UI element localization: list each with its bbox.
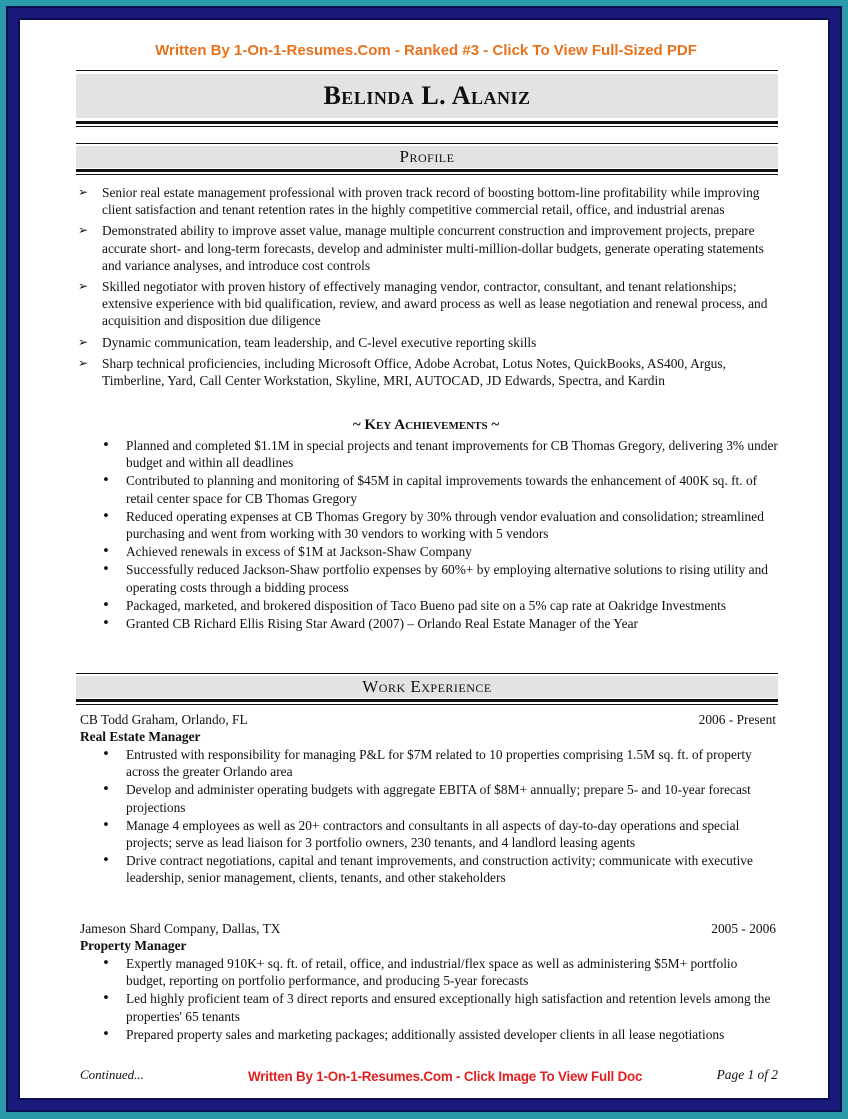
resume-page	[20, 20, 832, 1102]
achievement-text: Granted CB Richard Ellis Rising Star Award (2007) – Orlando Real Estate Manager of the Year	[126, 616, 638, 632]
job-title: Real Estate Manager	[80, 729, 201, 744]
profile-item-text: Sharp technical proficiencies, including Microsoft Office, Adobe Acrobat, Lotus Notes, QuickBooks, AS400, Argus, Timberline, Yard, Call Center Workstation, Skyline, MRI, AUTOCAD, JD Edwards, Spectra, and Kardin	[102, 355, 726, 389]
arrow-bullet-icon: ➢	[78, 185, 89, 199]
profile-heading	[76, 138, 778, 178]
dot-bullet-icon: •	[102, 562, 110, 578]
list-item	[100, 561, 780, 595]
achievements-list	[100, 437, 780, 633]
work-rule-thick	[76, 699, 778, 702]
list-item	[100, 955, 780, 989]
outer-frame	[6, 6, 842, 1112]
achievement-text: Achieved renewals in excess of $1M at Jackson-Shaw Company	[126, 544, 472, 560]
job-bullets	[100, 746, 780, 888]
profile-item-text: Senior real estate management professional with proven track record of boosting bottom-line profitability while improving client satisfaction and tenant retention rates in the highly competitive commercial retail, office, and industrial arenas	[102, 185, 760, 218]
list-item	[100, 472, 780, 506]
job-bullet-text: Expertly managed 910K+ sq. ft. of retail, office, and industrial/flex space as well as administering $5M+ portfolio budget, reporting on portfolio performance, and producing 5-year forecasts	[126, 956, 738, 989]
profile-item-text: Dynamic communication, team leadership, and C-level executive reporting skills	[102, 334, 537, 350]
profile-item-text: Skilled negotiator with proven history of effectively managing vendor, contractor, consultant, and tenant relationships; extensive experience with bid qualification, review, and award process as well as lease negotiation and renewal process, and acquisition and disposition due diligence	[102, 279, 768, 329]
dot-bullet-icon: •	[102, 853, 110, 869]
profile-rule-thin	[76, 174, 778, 175]
list-item	[100, 437, 780, 471]
work-experience-heading	[76, 668, 778, 708]
dot-bullet-icon: •	[102, 956, 110, 971]
list-item	[100, 817, 780, 851]
dot-bullet-icon: •	[102, 991, 110, 1007]
job-bullet-text: Led highly proficient team of 3 direct reports and ensured exceptionally high satisfaction and retention levels among the properties' 65 tenants	[126, 991, 771, 1024]
arrow-bullet-icon: ➢	[78, 279, 89, 294]
dot-bullet-icon: •	[102, 508, 110, 524]
list-item	[100, 543, 780, 560]
achievement-text: Planned and completed $1.1M in special projects and tenant improvements for CB Thomas Gregory, delivering 3% under budget and within all deadlines	[126, 438, 778, 471]
profile-item-text: Demonstrated ability to improve asset value, manage multiple concurrent construction and improvement projects, prepare accurate short- and long-term forecasts, develop and administer multi-million-dollar budgets, generate operating statements and variance analyses, and introduce cost controls	[102, 223, 764, 273]
company-name: Jameson Shard Company, Dallas, TX	[80, 921, 281, 936]
list-item	[78, 184, 778, 218]
bottom-banner-link[interactable]: Written By 1-On-1-Resumes.Com - Click Image To View Full Doc	[248, 1069, 643, 1084]
job-dates: 2006 - Present	[698, 712, 776, 727]
achievement-text: Reduced operating expenses at CB Thomas Gregory by 30% through vendor evaluation and consolidation; streamlined purchasing and went from working with 30 vendors to working with 5 vendors	[126, 508, 764, 542]
name-bar	[76, 74, 778, 118]
job-bullet-text: Prepared property sales and marketing packages; additionally assisted developer clients in all lease negotiations	[126, 1026, 725, 1042]
work-experience-title: Work Experience	[76, 676, 778, 698]
company-name: CB Todd Graham, Orlando, FL	[80, 712, 248, 727]
list-item	[100, 615, 780, 632]
job-bullet-text: Drive contract negotiations, capital and tenant improvements, and construction activity; communicate with executive leadership, senior management, clients, tenants, and other stakeholders	[126, 853, 753, 886]
candidate-name: Belinda L. Alaniz	[323, 81, 531, 110]
name-rule-top	[76, 70, 778, 71]
dot-bullet-icon: •	[102, 1026, 110, 1042]
list-item	[100, 1026, 780, 1043]
continued-note: Continued...	[80, 1067, 144, 1082]
list-item	[100, 597, 780, 614]
list-item	[78, 222, 778, 274]
name-rule-thick	[76, 121, 778, 124]
job-header	[80, 711, 776, 728]
profile-title: Profile	[76, 146, 778, 168]
profile-rule-thick	[76, 169, 778, 172]
list-item	[78, 278, 778, 330]
dot-bullet-icon: •	[102, 597, 110, 613]
work-rule-thin	[76, 704, 778, 705]
dot-bullet-icon: •	[102, 438, 110, 453]
list-item	[100, 781, 780, 815]
profile-rule-top	[76, 143, 778, 144]
dot-bullet-icon: •	[102, 747, 110, 762]
list-item	[78, 334, 778, 351]
name-header	[76, 70, 778, 128]
achievement-text: Packaged, marketed, and brokered disposition of Taco Bueno pad site on a 5% cap rate at Oakridge Investments	[126, 597, 727, 613]
arrow-bullet-icon: ➢	[78, 334, 89, 349]
list-item	[100, 746, 780, 780]
key-achievements-heading: ~ Key Achievements ~	[352, 417, 500, 433]
arrow-bullet-icon: ➢	[78, 223, 89, 238]
dot-bullet-icon: •	[102, 782, 110, 798]
list-item	[100, 508, 780, 542]
name-rule-thin	[76, 126, 778, 127]
achievement-text: Contributed to planning and monitoring of $45M in capital improvements towards the enhancement of 400K sq. ft. of retail center space for CB Thomas Gregory	[126, 473, 758, 506]
document-frame	[18, 18, 830, 1100]
dot-bullet-icon: •	[102, 616, 110, 632]
work-rule-top	[76, 673, 778, 674]
arrow-bullet-icon: ➢	[78, 355, 89, 370]
list-item	[100, 990, 780, 1024]
job-header	[80, 920, 776, 937]
dot-bullet-icon: •	[102, 473, 110, 489]
job-bullet-text: Develop and administer operating budgets with aggregate EBITA of $8M+ annually; prepare 5- and 10-year forecast projections	[126, 782, 751, 815]
profile-list	[78, 184, 778, 393]
top-banner-link[interactable]: Written By 1-On-1-Resumes.Com - Ranked #3 - Click To View Full-Sized PDF	[155, 42, 697, 59]
list-item	[100, 852, 780, 886]
job-bullet-text: Entrusted with responsibility for managing P&L for $7M related to 10 properties comprising 1.5M sq. ft. of property across the greater Orlando area	[126, 747, 752, 780]
dot-bullet-icon: •	[102, 544, 110, 560]
list-item	[78, 355, 778, 389]
dot-bullet-icon: •	[102, 817, 110, 833]
achievement-text: Successfully reduced Jackson-Shaw portfolio expenses by 60%+ by employing alternative solutions to rising utility and operating costs through a bidding process	[126, 562, 769, 595]
job-bullets	[100, 955, 780, 1044]
job-bullet-text: Manage 4 employees as well as 20+ contractors and consultants in all aspects of day-to-day operations and special projects; serve as lead liaison for 3 portfolio owners, 230 tenants, and 4 landlord leasing agents	[126, 817, 740, 851]
page-number: Page 1 of 2	[716, 1067, 778, 1082]
job-title: Property Manager	[80, 938, 187, 953]
job-dates: 2005 - 2006	[711, 921, 776, 936]
